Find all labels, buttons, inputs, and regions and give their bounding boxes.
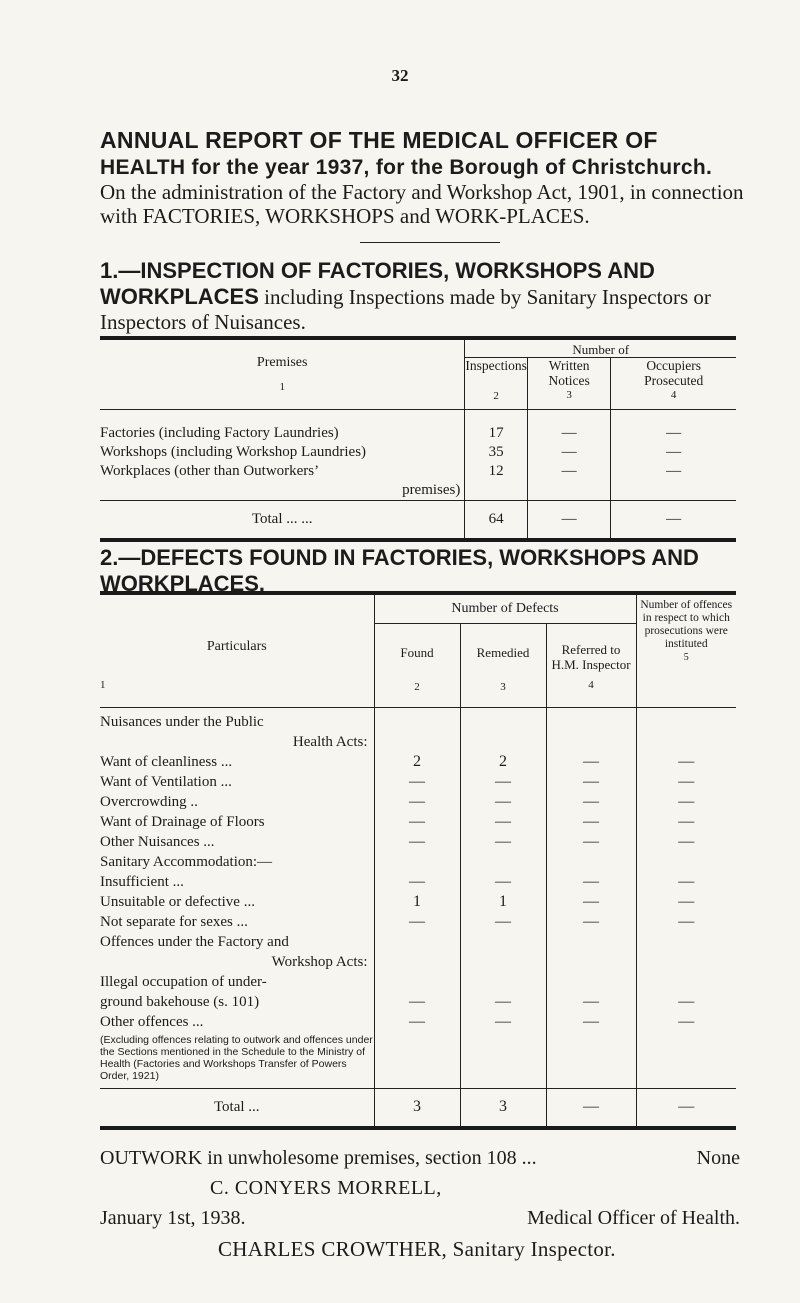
report-title-line-1: ANNUAL REPORT OF THE MEDICAL OFFICER OF [100,127,658,153]
remedied-cell: — [460,1012,546,1032]
offences-header [636,593,736,707]
remedied-cell: — [460,992,546,1012]
number-of-defects-header: Number of Defects [374,593,636,623]
found-cell [374,932,460,952]
referred-cell [546,952,636,972]
table-row [100,932,736,952]
remedied-cell: — [460,872,546,892]
referred-cell: — [546,792,636,812]
particulars-header [100,593,374,707]
table-row [100,892,736,912]
remedied-cell [460,972,546,992]
table-row [100,912,736,932]
found-cell [374,707,460,732]
divider-rule [360,242,500,243]
particulars-cell: Illegal occupation of under- [100,973,267,990]
offences-cell: — [636,812,736,832]
section-2-title: 2.—DEFECTS FOUND IN FACTORIES, WORKSHOPS AND WORKPLACES. [100,545,699,596]
particulars-cell: Health Acts: [292,733,368,750]
particulars-cell: Want of Drainage of Floors [100,813,265,830]
found-col-number: 2 [414,681,420,693]
offences-cell: — [636,832,736,852]
remedied-cell: — [460,832,546,852]
particulars-cell: Offences under the Factory and [100,933,289,950]
outwork-label: OUTWORK in unwholesome premises, section 108 ... [100,1147,537,1169]
remedied-cell: — [460,812,546,832]
premises-header-label: Premises [256,354,308,370]
referred-cell [546,932,636,952]
offences-cell: — [636,772,736,792]
offences-header-label: Number of offences in respect to which prosecutions were instituted [640,599,733,650]
prosecuted-cell: — [611,424,736,443]
inspections-table [100,336,736,542]
notices-header [527,358,610,410]
found-cell [374,732,460,752]
particulars-cell: Want of cleanliness ... [100,753,233,770]
particulars-cell: Workshop Acts: [271,953,368,970]
particulars-cell: Overcrowding .. [100,793,198,810]
sanitary-inspector: CHARLES CROWTHER, Sanitary Inspector. [218,1237,616,1261]
intro-paragraph: On the administration of the Factory and Workshop Act, 1901, in connection with FACTORIES, WORKSHOPS and WORK-PLACES. [100,180,744,228]
found-cell [374,972,460,992]
found-header [374,623,460,707]
premises-cell [100,462,465,501]
outwork-line [100,1147,740,1170]
premises-cell-line-1: Workplaces (other than Outworkers’ [100,462,320,479]
referred-header [546,623,636,707]
notices-cell: — [527,424,610,443]
premises-header [100,338,465,410]
particulars-cell: Unsuitable or defective ... [100,893,255,910]
prosecuted-header-label: Occupiers Prosecuted [644,358,704,388]
offences-cell: — [636,792,736,812]
offences-cell: — [636,1012,736,1032]
premises-cell-line-2: premises) [402,481,461,498]
prosecuted-cell: — [611,443,736,462]
exclusion-note: (Excluding offences relating to outwork and offences under the Sections mentioned in the Schedule to the Ministry of Health (Factories and Workshops Transfer of Powers Order, 1921) [100,1033,373,1082]
referred-cell [546,852,636,872]
remedied-cell: 1 [460,892,546,912]
table-row [100,752,736,772]
notices-cell: — [527,443,610,462]
offences-cell [636,952,736,972]
report-title-line-2: HEALTH for the year 1937, for the Borough of Christchurch. [100,156,713,179]
table-row [100,832,736,852]
offences-cell [636,972,736,992]
signature-date-line [100,1207,740,1230]
remedied-cell [460,707,546,732]
referred-cell: — [546,832,636,852]
particulars-col-number: 1 [100,678,106,691]
inspections-header [465,358,528,410]
outwork-value: None [696,1147,740,1169]
found-cell: 1 [374,892,460,912]
found-cell: — [374,872,460,892]
total-row [100,500,736,540]
table-row [100,792,736,812]
found-cell: — [374,1012,460,1032]
total-referred: — [546,1088,636,1128]
particulars-cell: Want of Ventilation ... [100,773,232,790]
total-notices: — [527,500,610,540]
referred-cell: — [546,912,636,932]
found-cell [374,952,460,972]
offences-cell [636,732,736,752]
table-row [100,424,736,443]
found-cell: — [374,772,460,792]
particulars-header-label: Particulars [206,638,267,654]
table-row [100,972,736,992]
particulars-cell: Not separate for sexes ... [100,913,248,930]
inspections-header-label: Inspections [465,358,527,373]
particulars-cell: ground bakehouse (s. 101) [100,993,260,1010]
table-row [100,707,736,732]
notices-header-label: Written Notices [548,358,590,388]
offences-cell: — [636,992,736,1012]
table-row [100,952,736,972]
note-row [100,1032,736,1089]
defects-table [100,591,736,1130]
total-label: Total ... ... [251,510,313,527]
table-row [100,772,736,792]
referred-cell: — [546,812,636,832]
referred-cell [546,972,636,992]
particulars-cell: Nuisances under the Public [100,713,264,730]
referred-cell: — [546,1012,636,1032]
found-cell: — [374,912,460,932]
referred-cell: — [546,892,636,912]
particulars-cell: Sanitary Accommodation:— [100,853,273,870]
total-inspections: 64 [465,500,528,540]
offences-col-number: 5 [683,652,689,663]
found-cell: — [374,832,460,852]
found-cell: — [374,792,460,812]
total-prosecuted: — [611,500,736,540]
inspections-cell: 35 [465,443,528,462]
table-row [100,732,736,752]
premises-col-number: 1 [279,380,285,393]
remedied-header [460,623,546,707]
found-cell: 2 [374,752,460,772]
inspections-cell: 17 [465,424,528,443]
officer-title: Medical Officer of Health. [527,1207,740,1229]
referred-cell: — [546,752,636,772]
table-row [100,462,736,501]
defect-rows [100,707,736,1032]
table-row [100,812,736,832]
referred-cell: — [546,772,636,792]
offences-cell: — [636,872,736,892]
remedied-cell [460,932,546,952]
remedied-cell [460,852,546,872]
remedied-header-label: Remedied [476,645,530,660]
section-1-subtitle: including Inspections made by Sanitary Inspectors or Inspectors of Nuisances. [100,285,711,334]
offences-cell: — [636,892,736,912]
found-header-label: Found [400,645,434,660]
report-date: January 1st, 1938. [100,1207,246,1229]
referred-header-label: Referred to H.M. Inspector [551,641,631,672]
remedied-col-number: 3 [500,681,506,693]
report-title [100,127,750,181]
remedied-cell: — [460,772,546,792]
table-row [100,992,736,1012]
found-cell: — [374,812,460,832]
offences-cell [636,932,736,952]
found-cell [374,852,460,872]
total-found: 3 [374,1088,460,1128]
total-label: Total ... [213,1098,260,1115]
particulars-cell: Insufficient ... [100,873,184,890]
page-number: 32 [391,66,409,85]
particulars-cell: Other Nuisances ... [100,833,215,850]
referred-cell [546,707,636,732]
prosecuted-header [611,358,736,410]
referred-cell: — [546,872,636,892]
premises-cell: Factories (including Factory Laundries) [100,424,339,441]
offences-cell [636,852,736,872]
particulars-cell: Other offences ... [100,1013,204,1030]
prosecuted-cell: — [611,462,736,501]
offences-cell: — [636,752,736,772]
remedied-cell [460,732,546,752]
inspections-cell: 12 [465,462,528,501]
referred-col-number: 4 [588,678,594,691]
table-row [100,852,736,872]
table-row [100,443,736,462]
inspections-col-number: 2 [493,390,499,402]
premises-cell: Workshops (including Workshop Laundries) [100,443,367,460]
remedied-cell [460,952,546,972]
offences-cell: — [636,912,736,932]
found-cell: — [374,992,460,1012]
remedied-cell: — [460,792,546,812]
table-row [100,872,736,892]
notices-cell: — [527,462,610,501]
referred-cell: — [546,992,636,1012]
officer-name: C. CONYERS MORRELL, [210,1177,442,1199]
offences-cell [636,707,736,732]
prosecuted-col-number: 4 [670,389,677,401]
remedied-cell: 2 [460,752,546,772]
table-row [100,1012,736,1032]
total-remedied: 3 [460,1088,546,1128]
number-of-group-header: Number of [465,338,736,358]
section-1-heading [100,258,750,335]
total-row [100,1088,736,1128]
referred-cell [546,732,636,752]
notices-col-number: 3 [566,389,572,401]
remedied-cell: — [460,912,546,932]
section-1-title: 1.—INSPECTION OF FACTORIES, WORKSHOPS AND WORKPLACES [100,258,655,309]
total-offences: — [636,1088,736,1128]
